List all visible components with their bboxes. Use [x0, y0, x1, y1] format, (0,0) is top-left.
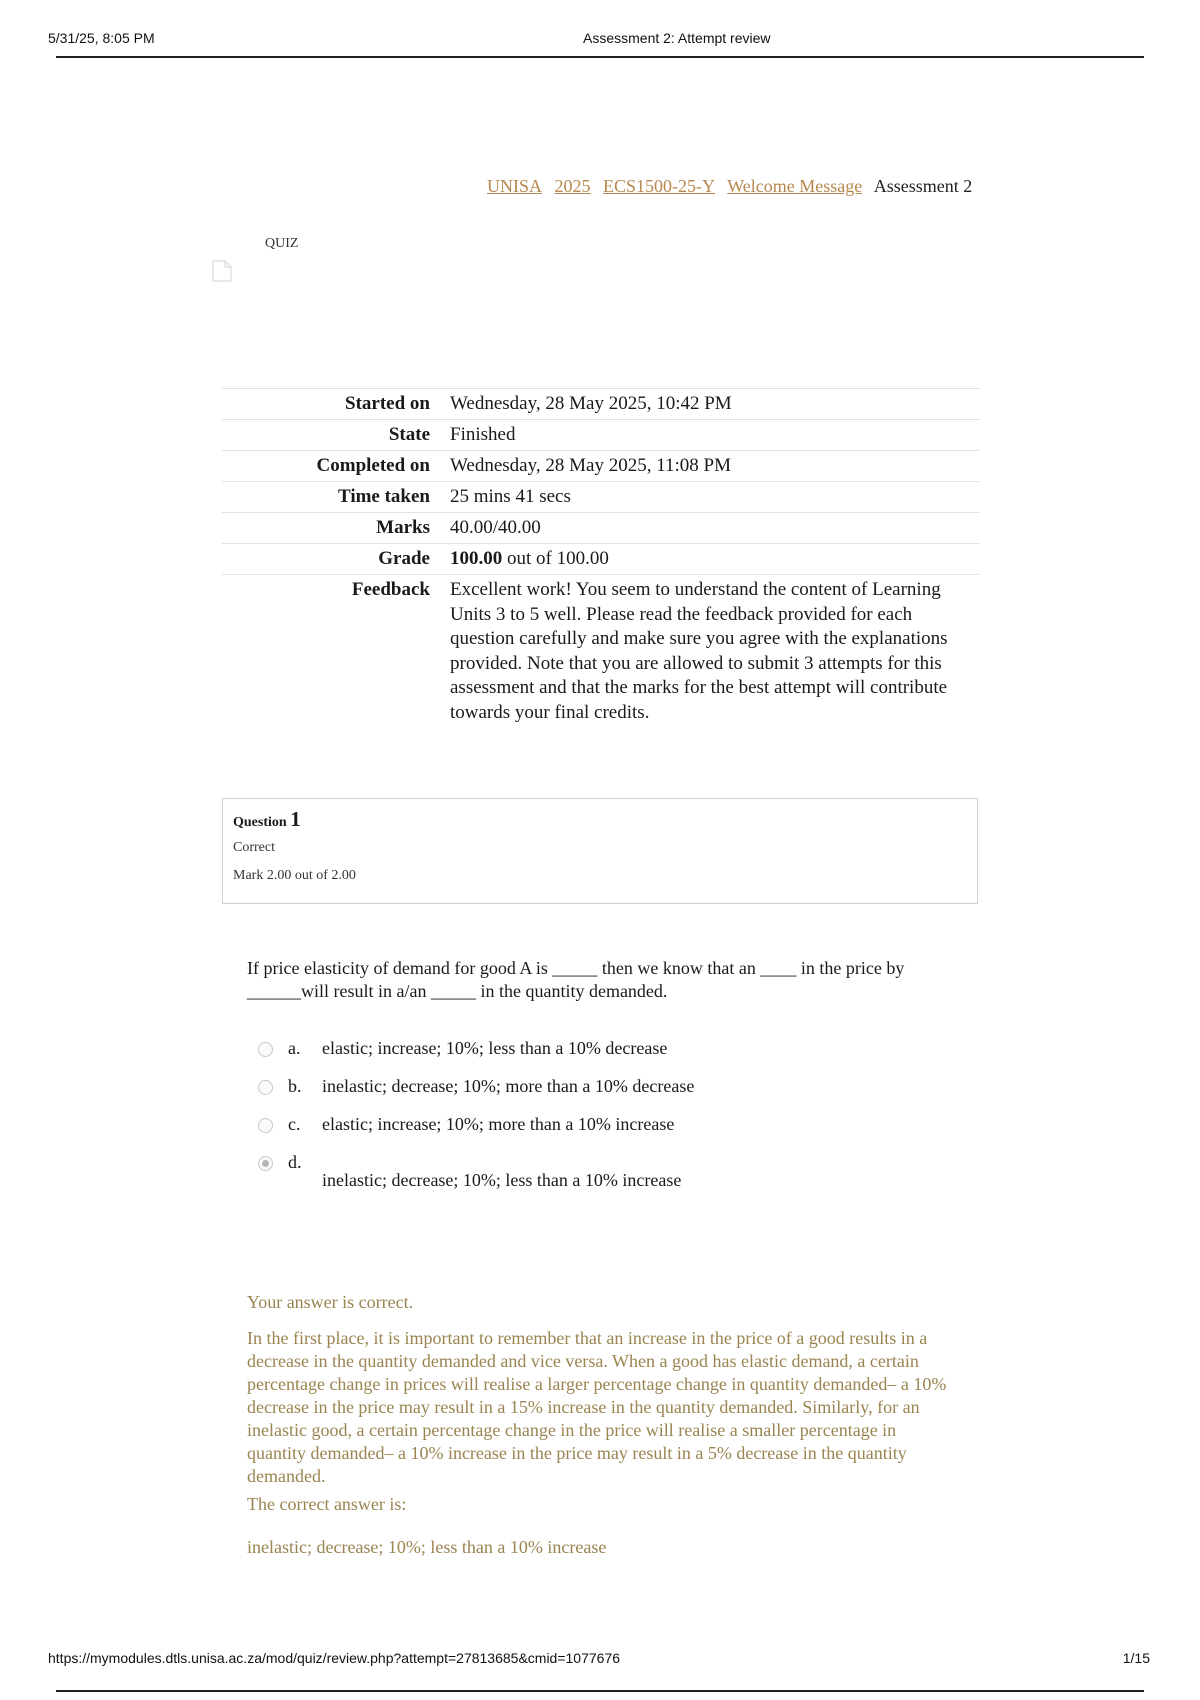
option-text-b: inelastic; decrease; 10%; more than a 10% decrease — [322, 1076, 695, 1096]
time-taken-value: 25 mins 41 secs — [444, 482, 980, 513]
question-info-box — [222, 798, 978, 904]
summary-row-completed — [222, 451, 980, 482]
footer-divider — [56, 1690, 1144, 1692]
grade-out-of: out of 100.00 — [502, 548, 609, 569]
answer-options — [258, 1038, 958, 1190]
state-label: State — [222, 420, 444, 451]
completed-on-label: Completed on — [222, 451, 444, 482]
breadcrumb-link-unisa[interactable]: UNISA — [487, 176, 543, 196]
option-text-a: elastic; increase; 10%; less than a 10% decrease — [322, 1038, 668, 1058]
summary-row-feedback — [222, 575, 980, 729]
time-taken-label: Time taken — [222, 482, 444, 513]
question-text: If price elasticity of demand for good A is _____ then we know that an ____ in the price by ______will result in a/an _____ in the quantity demanded. — [247, 958, 905, 1001]
summary-row-time — [222, 482, 980, 513]
breadcrumb-current: Assessment 2 — [873, 176, 973, 196]
breadcrumb-link-course[interactable]: ECS1500-25-Y — [603, 176, 716, 196]
right-answer-label: The correct answer is: — [247, 1494, 407, 1514]
radio-button-a[interactable] — [258, 1042, 273, 1057]
general-feedback: In the first place, it is important to remember that an increase in the price of a good results in a decrease in the quantity demanded and vice versa. When a good has elastic demand, a certain percentage change in prices will realise a larger percentage change in quantity demanded– a 10% decrease in the price may result in a 15% increase in the quantity demanded. Similarly, for an inelastic good, a certain percentage change in the price will realise a smaller percentage in quantity demanded– a 10% increase in the price may result in a 5% decrease in the quantity demanded. — [247, 1328, 947, 1486]
radio-button-c[interactable] — [258, 1118, 273, 1133]
grade-score: 100.00 — [450, 548, 503, 569]
header-divider — [56, 56, 1144, 58]
print-page-title: Assessment 2: Attempt review — [583, 30, 771, 46]
option-letter-d: d. — [288, 1152, 302, 1172]
marks-label: Marks — [222, 513, 444, 544]
option-letter-b: b. — [288, 1076, 302, 1096]
attempt-summary-table — [222, 388, 980, 728]
quiz-icon — [212, 260, 232, 282]
question-feedback — [247, 1292, 957, 1558]
question-label: Question — [233, 815, 287, 830]
grade-label: Grade — [222, 544, 444, 575]
print-datetime: 5/31/25, 8:05 PM — [48, 30, 155, 46]
print-url: https://mymodules.dtls.unisa.ac.za/mod/quiz/review.php?attempt=27813685&cmid=1077676 — [48, 1650, 621, 1666]
answer-option-d[interactable] — [258, 1152, 958, 1190]
question-number — [233, 807, 967, 832]
breadcrumb-link-year[interactable]: 2025 — [554, 176, 591, 196]
radio-button-b[interactable] — [258, 1080, 273, 1095]
breadcrumb — [487, 176, 972, 197]
feedback-value: Excellent work! You seem to understand the content of Learning Units 3 to 5 well. Please read the feedback provided for each question carefully and make sure you agree with the explanations provided. Note that you are allowed to submit 3 attempts for this assessment and that the marks for the best attempt will contribute towards your final credits. — [444, 575, 980, 729]
print-page-number: 1/15 — [1122, 1650, 1150, 1666]
started-on-label: Started on — [222, 389, 444, 420]
breadcrumb-link-welcome[interactable]: Welcome Message — [727, 176, 863, 196]
correctness-message: Your answer is correct. — [247, 1292, 414, 1312]
completed-on-value: Wednesday, 28 May 2025, 11:08 PM — [444, 451, 980, 482]
right-answer: inelastic; decrease; 10%; less than a 10% increase — [247, 1537, 607, 1557]
radio-button-d[interactable] — [258, 1156, 273, 1171]
marks-value: 40.00/40.00 — [444, 513, 980, 544]
summary-row-started — [222, 389, 980, 420]
question-number-value: 1 — [290, 807, 301, 831]
feedback-label: Feedback — [222, 575, 444, 729]
question-mark: Mark 2.00 out of 2.00 — [233, 868, 356, 883]
answer-option-c[interactable] — [258, 1114, 958, 1152]
question-state: Correct — [233, 840, 275, 855]
answer-option-a[interactable] — [258, 1038, 958, 1076]
option-letter-c: c. — [288, 1114, 301, 1134]
summary-row-grade — [222, 544, 980, 575]
summary-row-state — [222, 420, 980, 451]
started-on-value: Wednesday, 28 May 2025, 10:42 PM — [444, 389, 980, 420]
option-letter-a: a. — [288, 1038, 301, 1058]
option-text-c: elastic; increase; 10%; more than a 10% increase — [322, 1114, 675, 1134]
option-text-d: inelastic; decrease; 10%; less than a 10% increase — [322, 1170, 682, 1190]
grade-value — [444, 544, 980, 575]
summary-row-marks — [222, 513, 980, 544]
state-value: Finished — [444, 420, 980, 451]
answer-option-b[interactable] — [258, 1076, 958, 1114]
activity-type-label: QUIZ — [265, 236, 299, 251]
